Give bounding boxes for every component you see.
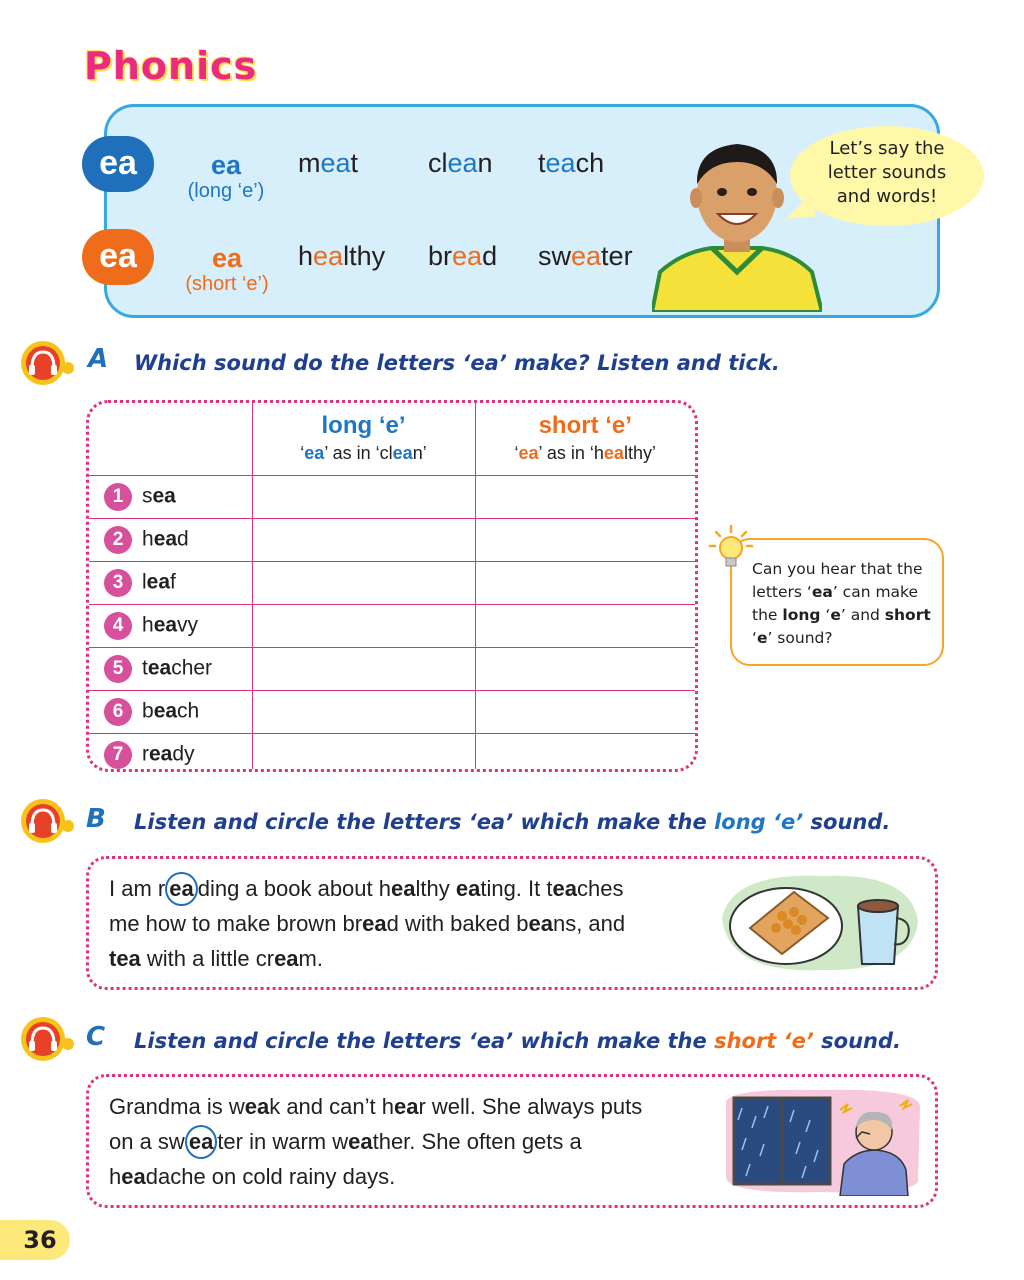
word-bread: bread xyxy=(428,241,498,271)
section-a-instruction: Which sound do the letters ‘ea’ make? Listen and tick. xyxy=(134,351,780,375)
tick-cell-short[interactable] xyxy=(475,647,695,690)
tick-cell-short[interactable] xyxy=(475,733,695,772)
passage-b: I am r ea ding a book about healthy eating. It teaches me how to make brown bread with baked beans, and tea with a little cream. xyxy=(86,856,938,990)
audio-headphones-icon[interactable] xyxy=(20,340,80,386)
table-row: 4 heavy xyxy=(89,604,695,647)
ea-short-pill: ea xyxy=(82,229,154,285)
section-letter-c: C xyxy=(86,1022,106,1052)
tick-cell-short[interactable] xyxy=(475,690,695,733)
section-letter-a: A xyxy=(88,344,109,374)
ea-target[interactable]: ea xyxy=(274,946,299,971)
ea-target[interactable]: ea xyxy=(528,911,553,936)
tick-cell-short[interactable] xyxy=(475,561,695,604)
ea-target[interactable]: ea xyxy=(244,1094,270,1119)
tick-cell-long[interactable] xyxy=(252,475,475,518)
tick-cell-short[interactable] xyxy=(475,475,695,518)
long-e-heading: ea (long ‘e’) xyxy=(187,150,265,202)
table-row: 6 beach xyxy=(89,690,695,733)
word-clean: clean xyxy=(428,148,493,178)
audio-headphones-icon[interactable] xyxy=(20,1016,80,1062)
page-number: 36 xyxy=(0,1220,70,1260)
ea-target[interactable]: ea xyxy=(121,1164,146,1189)
short-e-heading: ea (short ‘e’) xyxy=(185,243,269,295)
circled-ea[interactable]: ea xyxy=(185,1125,217,1159)
tick-cell-long[interactable] xyxy=(252,518,475,561)
word-teach: teach xyxy=(538,148,605,178)
tick-cell-long[interactable] xyxy=(252,561,475,604)
table-row: 7 ready xyxy=(89,733,695,772)
circled-ea[interactable]: ea xyxy=(165,872,197,906)
tick-table xyxy=(86,400,698,772)
ea-long-pill: ea xyxy=(82,136,154,192)
section-b-instruction: Listen and circle the letters ‘ea’ which make the long ‘e’ sound. xyxy=(134,810,891,834)
ea-target[interactable]: ea xyxy=(455,876,481,901)
section-letter-b: B xyxy=(86,804,106,834)
tick-cell-long[interactable] xyxy=(252,733,475,772)
audio-headphones-icon[interactable] xyxy=(20,798,80,844)
column-short-e: short ‘e’ ‘ea’ as in ‘healthy’ xyxy=(475,403,695,475)
table-row: 2 head xyxy=(89,518,695,561)
rainy-window-grandma-illustration xyxy=(720,1086,924,1196)
ea-target[interactable]: ea xyxy=(348,1129,373,1154)
tip-box: Can you hear that the letters ‘ea’ can make the long ‘e’ and short ‘e’ sound? xyxy=(730,538,944,666)
speech-bubble: Let’s say the letter sounds and words! xyxy=(790,126,984,226)
tick-cell-long[interactable] xyxy=(252,604,475,647)
toast-and-cocoa-illustration xyxy=(712,868,922,976)
word-healthy: healthy xyxy=(298,241,386,271)
table-row: 3 leaf xyxy=(89,561,695,604)
word-meat: meat xyxy=(298,148,359,178)
tick-cell-long[interactable] xyxy=(252,690,475,733)
ea-target[interactable]: tea xyxy=(109,946,141,971)
lightbulb-icon xyxy=(708,524,754,576)
table-corner xyxy=(89,403,252,475)
page-title: Phonics xyxy=(84,44,258,88)
section-c-instruction: Listen and circle the letters ‘ea’ which make the short ‘e’ sound. xyxy=(134,1029,902,1053)
table-row: 1 sea xyxy=(89,475,695,518)
word-sweater: sweater xyxy=(538,241,633,271)
ea-target[interactable]: ea xyxy=(552,876,577,901)
ea-target[interactable]: ea xyxy=(393,1094,419,1119)
column-long-e: long ‘e’ ‘ea’ as in ‘clean’ xyxy=(252,403,475,475)
tick-cell-long[interactable] xyxy=(252,647,475,690)
tick-cell-short[interactable] xyxy=(475,518,695,561)
passage-c: Grandma is weak and can’t hear well. She always puts on a sw ea ter in warm weather. She often gets a headache on cold rainy days. xyxy=(86,1074,938,1208)
ea-target[interactable]: ea xyxy=(362,911,387,936)
table-row: 5 teacher xyxy=(89,647,695,690)
tick-cell-short[interactable] xyxy=(475,604,695,647)
ea-target[interactable]: ea xyxy=(391,876,416,901)
